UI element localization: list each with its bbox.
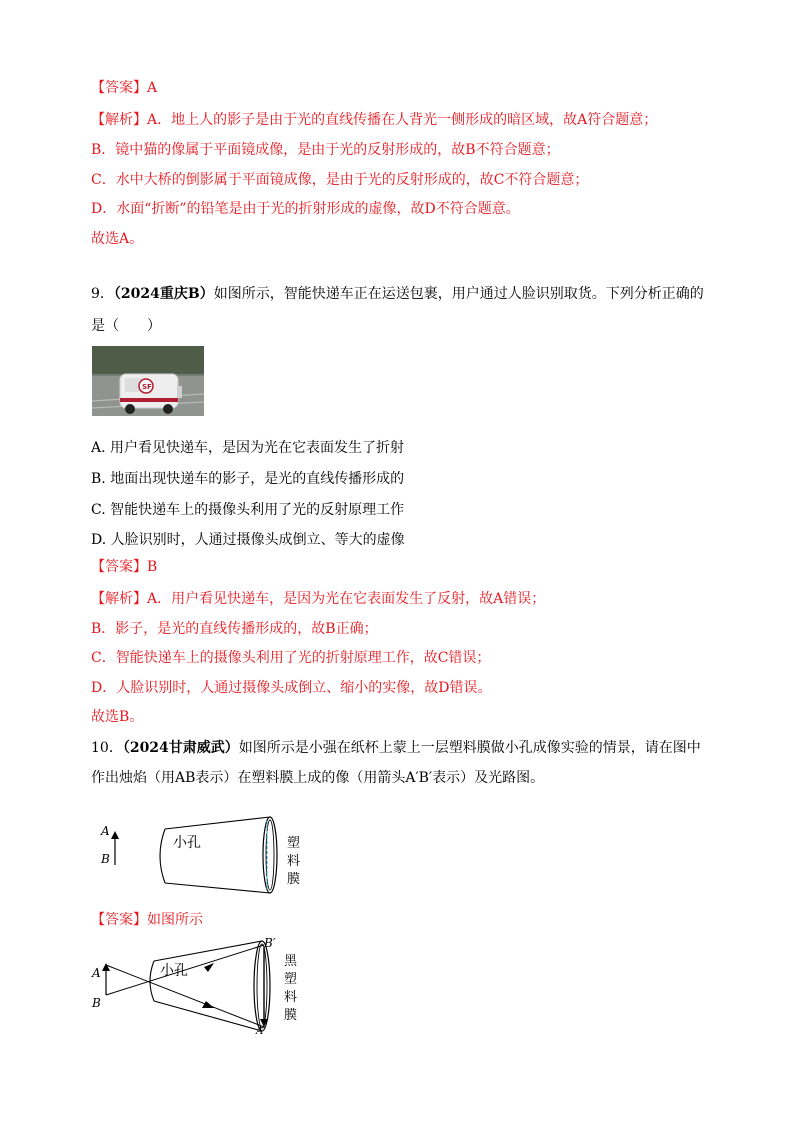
q10-number: 10． bbox=[91, 740, 123, 756]
prev-answer-line bbox=[91, 78, 157, 98]
film-label-2: 塑 bbox=[284, 972, 298, 987]
prev-analysis-line-4: D．水面“折断”的铅笔是由于光的折射形成的虚像，故D不符合题意。 bbox=[91, 201, 520, 217]
q9-option-d: D. 人脸识别时，人通过摄像头成倒立、等大的虚像 bbox=[91, 532, 405, 548]
prev-analysis-line-5: 故选A。 bbox=[91, 231, 144, 247]
prev-analysis-line-2: B．镜中猫的像属于平面镜成像，是由于光的反射形成的，故B不符合题意； bbox=[91, 142, 560, 158]
q9-analysis-line-3: C．智能快递车上的摄像头利用了光的折射原理工作，故C错误； bbox=[91, 650, 491, 666]
q9-option-a: A. 用户看见快递车，是因为光在它表面发生了折射 bbox=[91, 440, 405, 456]
delivery-vehicle-photo bbox=[92, 346, 204, 416]
label-a: A bbox=[101, 824, 110, 838]
film-label-1: 黑 bbox=[284, 954, 298, 969]
q9-analysis-line-1 bbox=[91, 589, 545, 609]
q10-stem-line-1 bbox=[91, 738, 701, 758]
q9-analysis-line-5: 故选B。 bbox=[91, 709, 144, 725]
answer-value: A bbox=[147, 80, 158, 96]
analysis-label: 【解析】 bbox=[91, 112, 147, 128]
label-b-prime: B′ bbox=[264, 936, 276, 950]
q9-option-b: B. 地面出现快递车的影子，是光的直线传播形成的 bbox=[91, 471, 405, 487]
pinhole-cup-figure bbox=[95, 815, 315, 895]
vehicle-logo: SF bbox=[142, 383, 152, 391]
q10-stem: 如图所示是小强在纸杯上蒙上一层塑料膜做小孔成像实验的情景，请在图中 bbox=[238, 740, 701, 756]
answer-label: 【答案】 bbox=[91, 80, 147, 96]
film-label-1: 塑 bbox=[287, 836, 301, 851]
q9-stem-line-2: 是（ ） bbox=[91, 318, 161, 334]
analysis-text: A．用户看见快递车，是因为光在它表面发生了反射，故A错误； bbox=[147, 591, 546, 607]
q10-stem-line-2: 作出烛焰（用AB表示）在塑料膜上成的像（用箭头A′B′表示）及光路图。 bbox=[91, 770, 545, 786]
pinhole-answer-figure bbox=[88, 935, 318, 1035]
q9-number: 9． bbox=[91, 286, 114, 302]
prev-analysis-line-1 bbox=[91, 110, 657, 130]
answer-value: B bbox=[147, 559, 158, 575]
film-label-3: 膜 bbox=[287, 872, 301, 887]
prev-analysis-line-3: C．水中大桥的倒影属于平面镜成像，是由于光的反射形成的，故C不符合题意； bbox=[91, 172, 589, 188]
answer-label: 【答案】 bbox=[91, 912, 147, 928]
answer-label: 【答案】 bbox=[91, 559, 147, 575]
q9-analysis-line-4: D．人脸识别时，人通过摄像头成倒立、缩小的实像，故D错误。 bbox=[91, 680, 492, 696]
label-a-prime: A′ bbox=[256, 1026, 266, 1035]
film-label-2: 料 bbox=[287, 854, 301, 869]
pinhole-label: 小孔 bbox=[160, 963, 188, 979]
film-label-3: 料 bbox=[284, 990, 298, 1005]
label-b: B bbox=[92, 996, 101, 1010]
label-b: B bbox=[101, 852, 110, 866]
q10-source: （2024甘肃威武） bbox=[122, 740, 239, 756]
analysis-label: 【解析】 bbox=[91, 591, 147, 607]
q9-stem: 如图所示，智能快递车正在运送包裹，用户通过人脸识别取货。下列分析正确的 bbox=[213, 286, 704, 302]
analysis-text: A．地上人的影子是由于光的直线传播在人背光一侧形成的暗区域，故A符合题意； bbox=[147, 112, 658, 128]
q9-stem-line-1 bbox=[91, 284, 704, 304]
label-a: A bbox=[92, 966, 101, 980]
q9-answer-line bbox=[91, 557, 157, 577]
film-label-4: 膜 bbox=[284, 1008, 298, 1023]
answer-text: 如图所示 bbox=[147, 912, 203, 928]
q9-analysis-line-2: B．影子，是光的直线传播形成的，故B正确； bbox=[91, 621, 378, 637]
q9-option-c: C. 智能快递车上的摄像头利用了光的反射原理工作 bbox=[91, 502, 405, 518]
q10-answer-line bbox=[91, 910, 203, 930]
pinhole-label: 小孔 bbox=[173, 835, 201, 851]
q9-source: （2024重庆B） bbox=[113, 286, 214, 302]
